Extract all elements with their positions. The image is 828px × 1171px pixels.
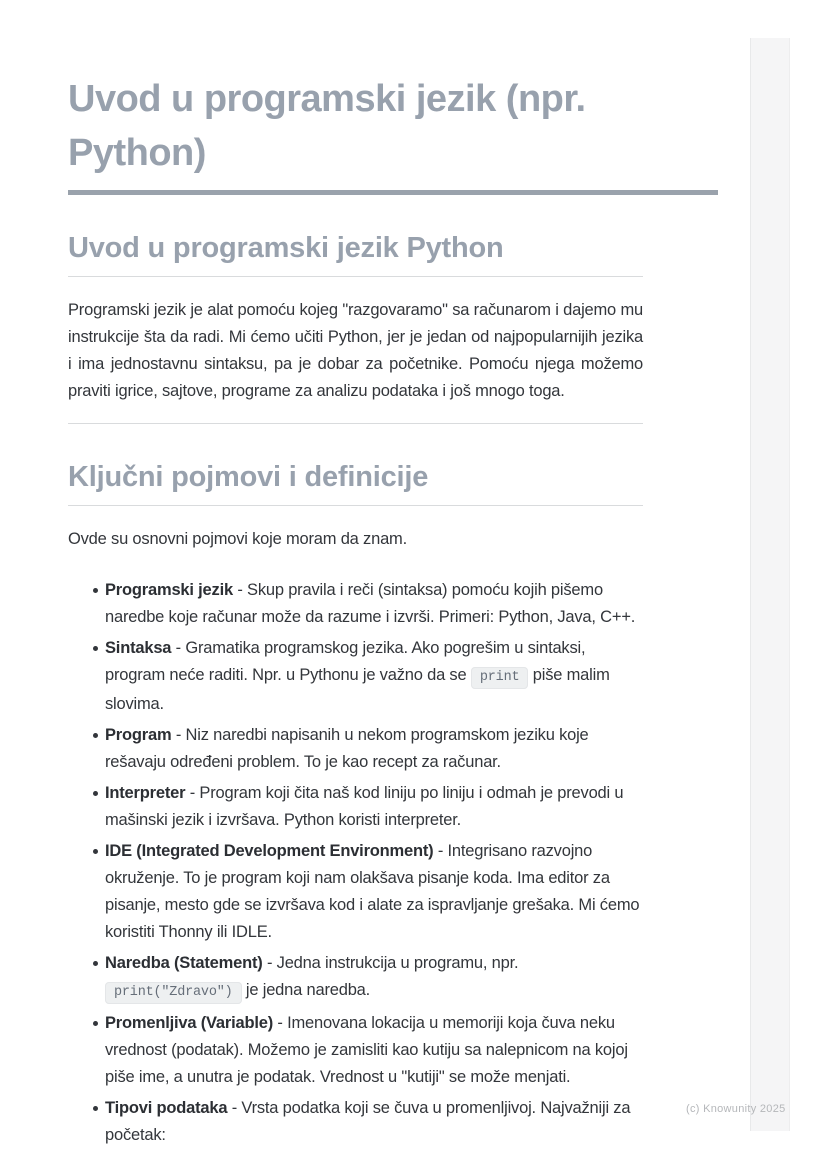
- term-list-item: [68, 635, 643, 718]
- document-content: [68, 0, 718, 1153]
- term-list-item: [68, 1010, 643, 1091]
- term-list-item: [68, 577, 643, 631]
- term-name: Programski jezik: [105, 581, 233, 599]
- term-definition-text: - Jedna instrukcija u programu, npr.: [262, 954, 519, 972]
- page-title: Uvod u programski jezik (npr. Python): [68, 78, 586, 174]
- term-list-item: [68, 780, 643, 834]
- term-list-item: [68, 1095, 643, 1149]
- term-definition-text: - Imenovana lokacija u memoriji koja čuva neku vrednost (podatak). Možemo je zamisliti kao kutiju sa nalepnicom na kojoj piše ime, a unutra je podatak. Vrednost u "kutiji" se može menjati.: [105, 1014, 628, 1086]
- term-name: Promenljiva (Variable): [105, 1014, 274, 1032]
- title-divider: [68, 190, 718, 195]
- term-definition-text: - Gramatika programskog jezika. Ako pogrešim u sintaksi, program neće raditi. Npr. u Pythonu je važno da se: [105, 639, 586, 684]
- section-intro: [68, 231, 643, 424]
- term-name: Tipovi podataka: [105, 1099, 228, 1117]
- term-name: Program: [105, 726, 172, 744]
- section-key-terms: [68, 460, 643, 1149]
- inline-code: print("Zdravo"): [105, 982, 242, 1004]
- term-list-item: [68, 950, 643, 1006]
- intro-section-heading: Uvod u programski jezik Python: [68, 231, 643, 277]
- term-definition-text: - Niz naredbi napisanih u nekom programskom jeziku koje rešavaju određeni problem. To je kao recept za računar.: [105, 726, 589, 771]
- intro-paragraph: Programski jezik je alat pomoću kojeg "razgovaramo" sa računarom i dajemo mu instrukcije šta da radi. Mi ćemo učiti Python, jer je jedan od najpopularnijih jezika i ima jednostavnu sintaksu, pa je dobar za početnike. Pomoću njega možemo praviti igrice, sajtove, programe za analizu podataka i još mnogo toga.: [68, 301, 643, 400]
- section-divider: [68, 423, 643, 424]
- page-edge-strip: [750, 38, 790, 1131]
- term-list-item: [68, 722, 643, 776]
- term-name: Sintaksa: [105, 639, 172, 657]
- term-name: Naredba (Statement): [105, 954, 263, 972]
- term-list-item: [68, 838, 643, 946]
- inline-code: print: [471, 667, 529, 689]
- term-name: IDE (Integrated Development Environment): [105, 842, 434, 860]
- term-definition-text: - Skup pravila i reči (sintaksa) pomoću kojih pišemo naredbe koje računar može da razume i izvrši. Primeri: Python, Java, C++.: [105, 581, 636, 626]
- term-definition-text: - Vrsta podatka koji se čuva u promenljivoj. Najvažniji za početak:: [105, 1099, 631, 1144]
- term-definition-text: piše malim slovima.: [105, 666, 610, 713]
- term-name: Interpreter: [105, 784, 186, 802]
- key-terms-heading: Ključni pojmovi i definicije: [68, 460, 643, 506]
- key-terms-list: [68, 577, 643, 1149]
- term-definition-text: je jedna naredba.: [241, 981, 371, 999]
- key-terms-intro: Ovde su osnovni pojmovi koje moram da znam.: [68, 530, 407, 548]
- term-definition-text: - Program koji čita naš kod liniju po liniju i odmah je prevodi u mašinski jezik i izvršava. Python koristi interpreter.: [105, 784, 624, 829]
- term-definition-text: - Integrisano razvojno okruženje. To je program koji nam olakšava pisanje koda. Ima editor za pisanje, mesto gde se izvršava kod i alate za ispravljanje grešaka. Mi ćemo koristiti Thonny ili IDLE.: [105, 842, 640, 941]
- watermark: (c) Knowunity 2025: [686, 1103, 786, 1115]
